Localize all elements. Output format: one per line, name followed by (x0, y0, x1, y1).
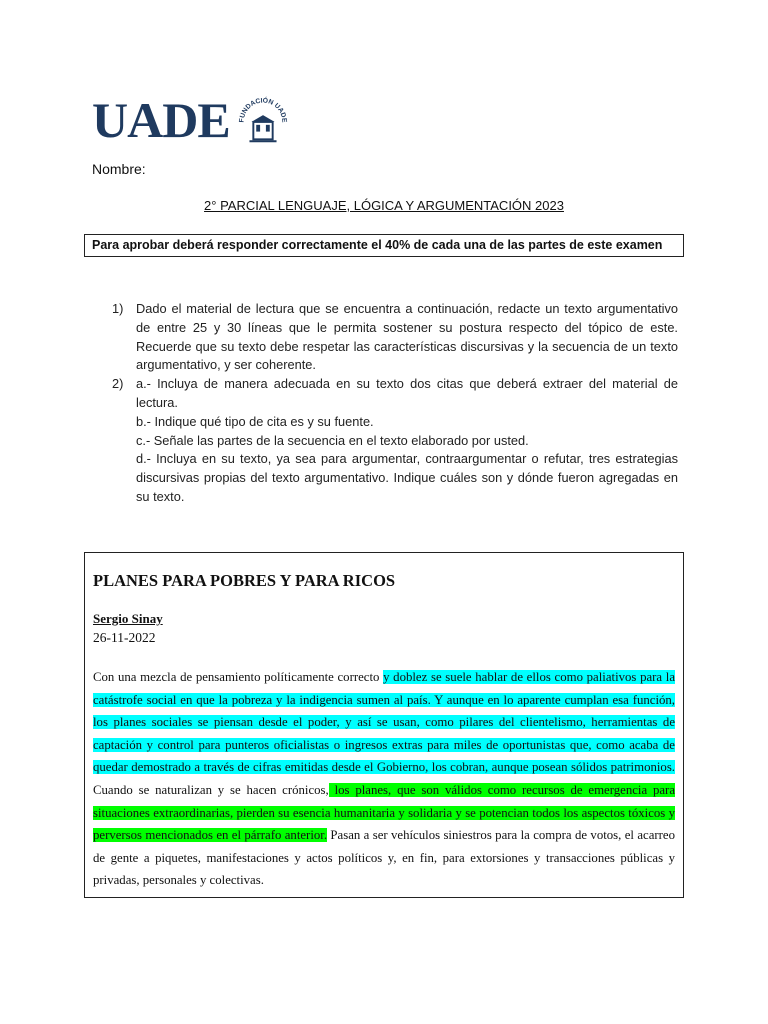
article-text-segment: Pasan a ser vehículos siniestros para la compra de votos, el acarreo de gente a piquetes, manifestaciones y actos políticos y, en fin, para extorsiones y transacciones públicas y privadas, personales y colectivas. (93, 828, 676, 888)
approval-notice: Para aprobar deberá responder correctamente el 40% de cada una de las partes de este examen (84, 234, 684, 257)
article-text-segment: Cuando se naturalizan y se hacen crónicos, (93, 782, 329, 797)
article-text-segment: Con una mezcla de pensamiento políticamente correcto (93, 670, 384, 684)
article-body (93, 666, 675, 892)
instruction-paragraph: d.- Incluya en su texto, ya sea para argumentar, contraargumentar o refutar, tres estrategias discursivas propias del texto argumentativo. Indique cuáles son y dónde fueron agregadas en su texto. (136, 451, 678, 504)
instruction-item-1 (112, 300, 678, 375)
uade-logo (92, 92, 292, 148)
instruction-paragraph: a.- Incluya de manera adecuada en su texto dos citas que deberá extraer del material de lectura. (136, 376, 678, 410)
logo-text: UADE (92, 92, 230, 148)
instruction-paragraph: Dado el material de lectura que se encuentra a continuación, redacte un texto argumentativo de entre 25 y 30 líneas que le permita sostener su postura respecto del tópico de este. Recuerde que su texto debe respetar las características discursivas y la secuencia de un texto argumentativo, y ser coherente. (136, 301, 678, 373)
instructions-list (112, 300, 678, 507)
instruction-number: 1) (112, 301, 124, 316)
reading-material-box (84, 552, 684, 898)
seal-text: FUNDACIÓN UADE (238, 97, 288, 123)
green-highlight: los planes, que son válidos como recursos de emergencia para situaciones extraordinarias, pierden su esencia humanitaria y solidaria y se potencian todos los aspectos tóxicos y perversos mencionados en el párrafo anterior. (93, 782, 675, 843)
cyan-highlight: y doblez se suele hablar de ellos como paliativos para la catástrofe social en que la pobreza y la indigencia sumen al país. Y aunque en lo aparente cumplan esa función, los planes sociales se piensan desde el poder, y así se usan, como pilares del clientelismo, herramientas de captación y control para punteros oficialistas o ingresos extras para miles de oportunistas que, como acaba de quedar demostrado a través de cifras emitidas desde el Gobierno, los cobran, aunque posean sólidos patrimonios. (93, 670, 676, 775)
instruction-item-2 (112, 375, 678, 507)
instruction-number: 2) (112, 376, 124, 392)
fundacion-uade-seal-icon (234, 91, 292, 149)
article-title: PLANES PARA POBRES Y PARA RICOS (93, 571, 396, 590)
nombre-label: Nombre: (92, 161, 146, 177)
exam-title: 2° PARCIAL LENGUAJE, LÓGICA Y ARGUMENTACIÓN 2023 (204, 198, 564, 213)
instruction-paragraph: b.- Indique qué tipo de cita es y su fuente. (136, 413, 374, 429)
instruction-paragraph: c.- Señale las partes de la secuencia en el texto elaborado por usted. (136, 432, 529, 448)
article-author: Sergio Sinay (93, 611, 163, 626)
article-date: 26-11-2022 (93, 630, 156, 645)
